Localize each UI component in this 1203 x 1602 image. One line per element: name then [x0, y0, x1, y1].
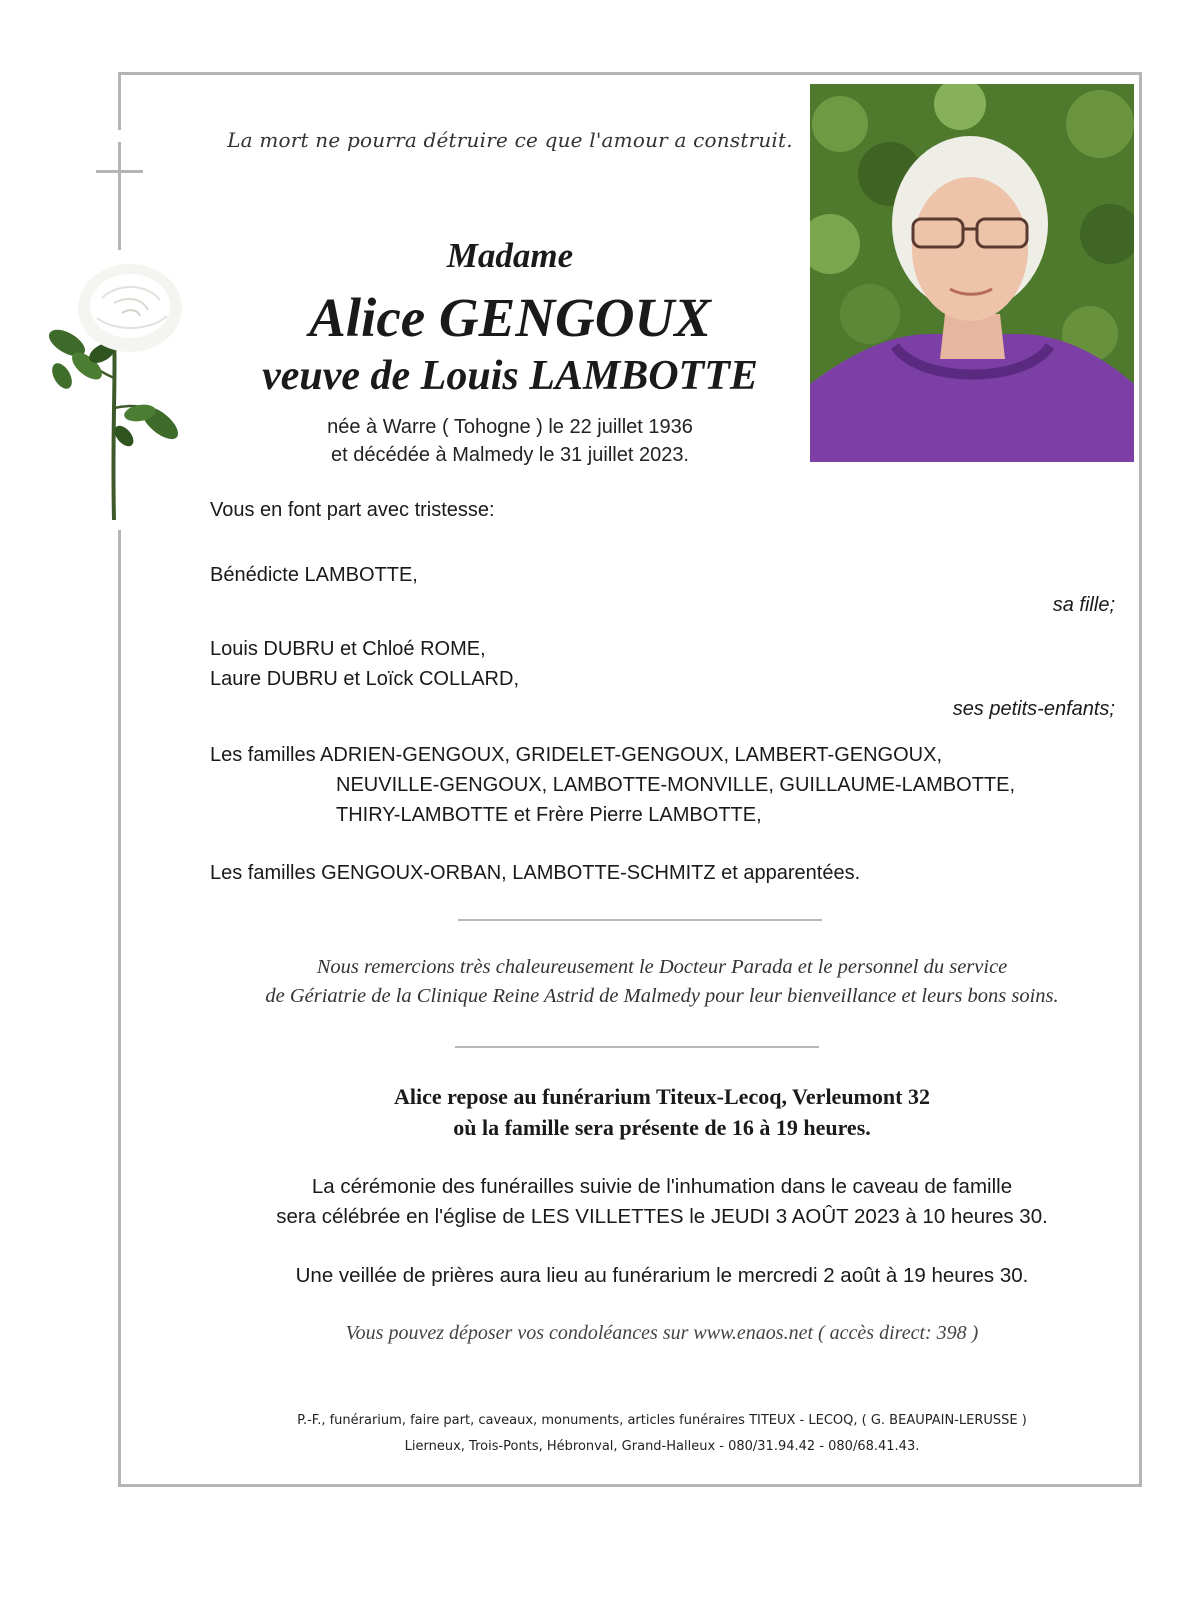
- salutation: Madame: [446, 236, 574, 275]
- thanks-line-1: Nous remercions très chaleureusement le Docteur Parada et le personnel du service: [316, 956, 1008, 978]
- frame-left-segment-bottom: [118, 530, 121, 1487]
- ceremony-info: [150, 1172, 1174, 1232]
- cross-icon-horizontal: [96, 170, 143, 173]
- deceased-name: Alice GENGOUX: [309, 287, 711, 348]
- death-line: et décédée à Malmedy le 31 juillet 2023.: [330, 444, 689, 466]
- separator-1: [458, 919, 822, 921]
- opening-quote: La mort ne pourra détruire ce que l'amour a construit.: [227, 128, 793, 152]
- portrait-photo: [810, 84, 1134, 462]
- families-related: Les familles GENGOUX-ORBAN, LAMBOTTE-SCHMITZ et apparentées.: [210, 862, 861, 884]
- separator-2: [455, 1046, 819, 1048]
- families-line-3: THIRY-LAMBOTTE et Frère Pierre LAMBOTTE,: [336, 804, 762, 826]
- widow-of: veuve de Louis LAMBOTTE: [262, 353, 758, 399]
- condolences-text: Vous pouvez déposer vos condoléances sur www.enaos.net ( accès direct: 398 ): [345, 1322, 979, 1344]
- grandchildren-line-2: Laure DUBRU et Loïck COLLARD,: [210, 668, 520, 690]
- daughter-name: Bénédicte LAMBOTTE,: [210, 564, 418, 586]
- repose-info: [150, 1081, 1174, 1143]
- families-line-2: NEUVILLE-GENGOUX, LAMBOTTE-MONVILLE, GUILLAUME-LAMBOTTE,: [336, 774, 1016, 796]
- birth-death-info: [210, 413, 810, 469]
- intro-text: Vous en font part avec tristesse:: [210, 499, 495, 521]
- families-line-1: Les familles ADRIEN-GENGOUX, GRIDELET-GENGOUX, LAMBERT-GENGOUX,: [210, 744, 943, 766]
- vigil-info: Une veillée de prières aura lieu au funérarium le mercredi 2 août à 19 heures 30.: [295, 1264, 1029, 1287]
- white-rose-image: [42, 258, 192, 520]
- footer-line-2: Lierneux, Trois-Ponts, Hébronval, Grand-Halleux - 080/31.94.42 - 080/68.41.43.: [404, 1439, 920, 1454]
- thanks-line-2: de Gériatrie de la Clinique Reine Astrid de Malmedy pour leur bienveillance et leurs bons soins.: [265, 985, 1059, 1007]
- grandchildren-relation: ses petits-enfants;: [952, 698, 1115, 720]
- cross-icon-vertical: [118, 142, 121, 250]
- repose-line-2: où la famille sera présente de 16 à 19 heures.: [453, 1115, 871, 1140]
- ceremony-line-2: sera célébrée en l'église de LES VILLETTES le JEUDI 3 AOÛT 2023 à 10 heures 30.: [276, 1205, 1048, 1228]
- ceremony-line-1: La cérémonie des funérailles suivie de l'inhumation dans le caveau de famille: [311, 1175, 1013, 1198]
- footer-line-1: P.-F., funérarium, faire part, caveaux, monuments, articles funéraires TITEUX - LECOQ, ( G. BEAUPAIN-LERUSSE ): [297, 1413, 1027, 1428]
- grandchildren-line-1: Louis DUBRU et Chloé ROME,: [210, 638, 486, 660]
- repose-line-1: Alice repose au funérarium Titeux-Lecoq, Verleumont 32: [394, 1084, 930, 1109]
- thanks-text: [150, 953, 1174, 1011]
- frame-left-segment-top: [118, 72, 121, 130]
- daughter-relation: sa fille;: [1052, 594, 1115, 616]
- birth-line: née à Warre ( Tohogne ) le 22 juillet 1936: [327, 416, 693, 438]
- footer: [150, 1408, 1174, 1460]
